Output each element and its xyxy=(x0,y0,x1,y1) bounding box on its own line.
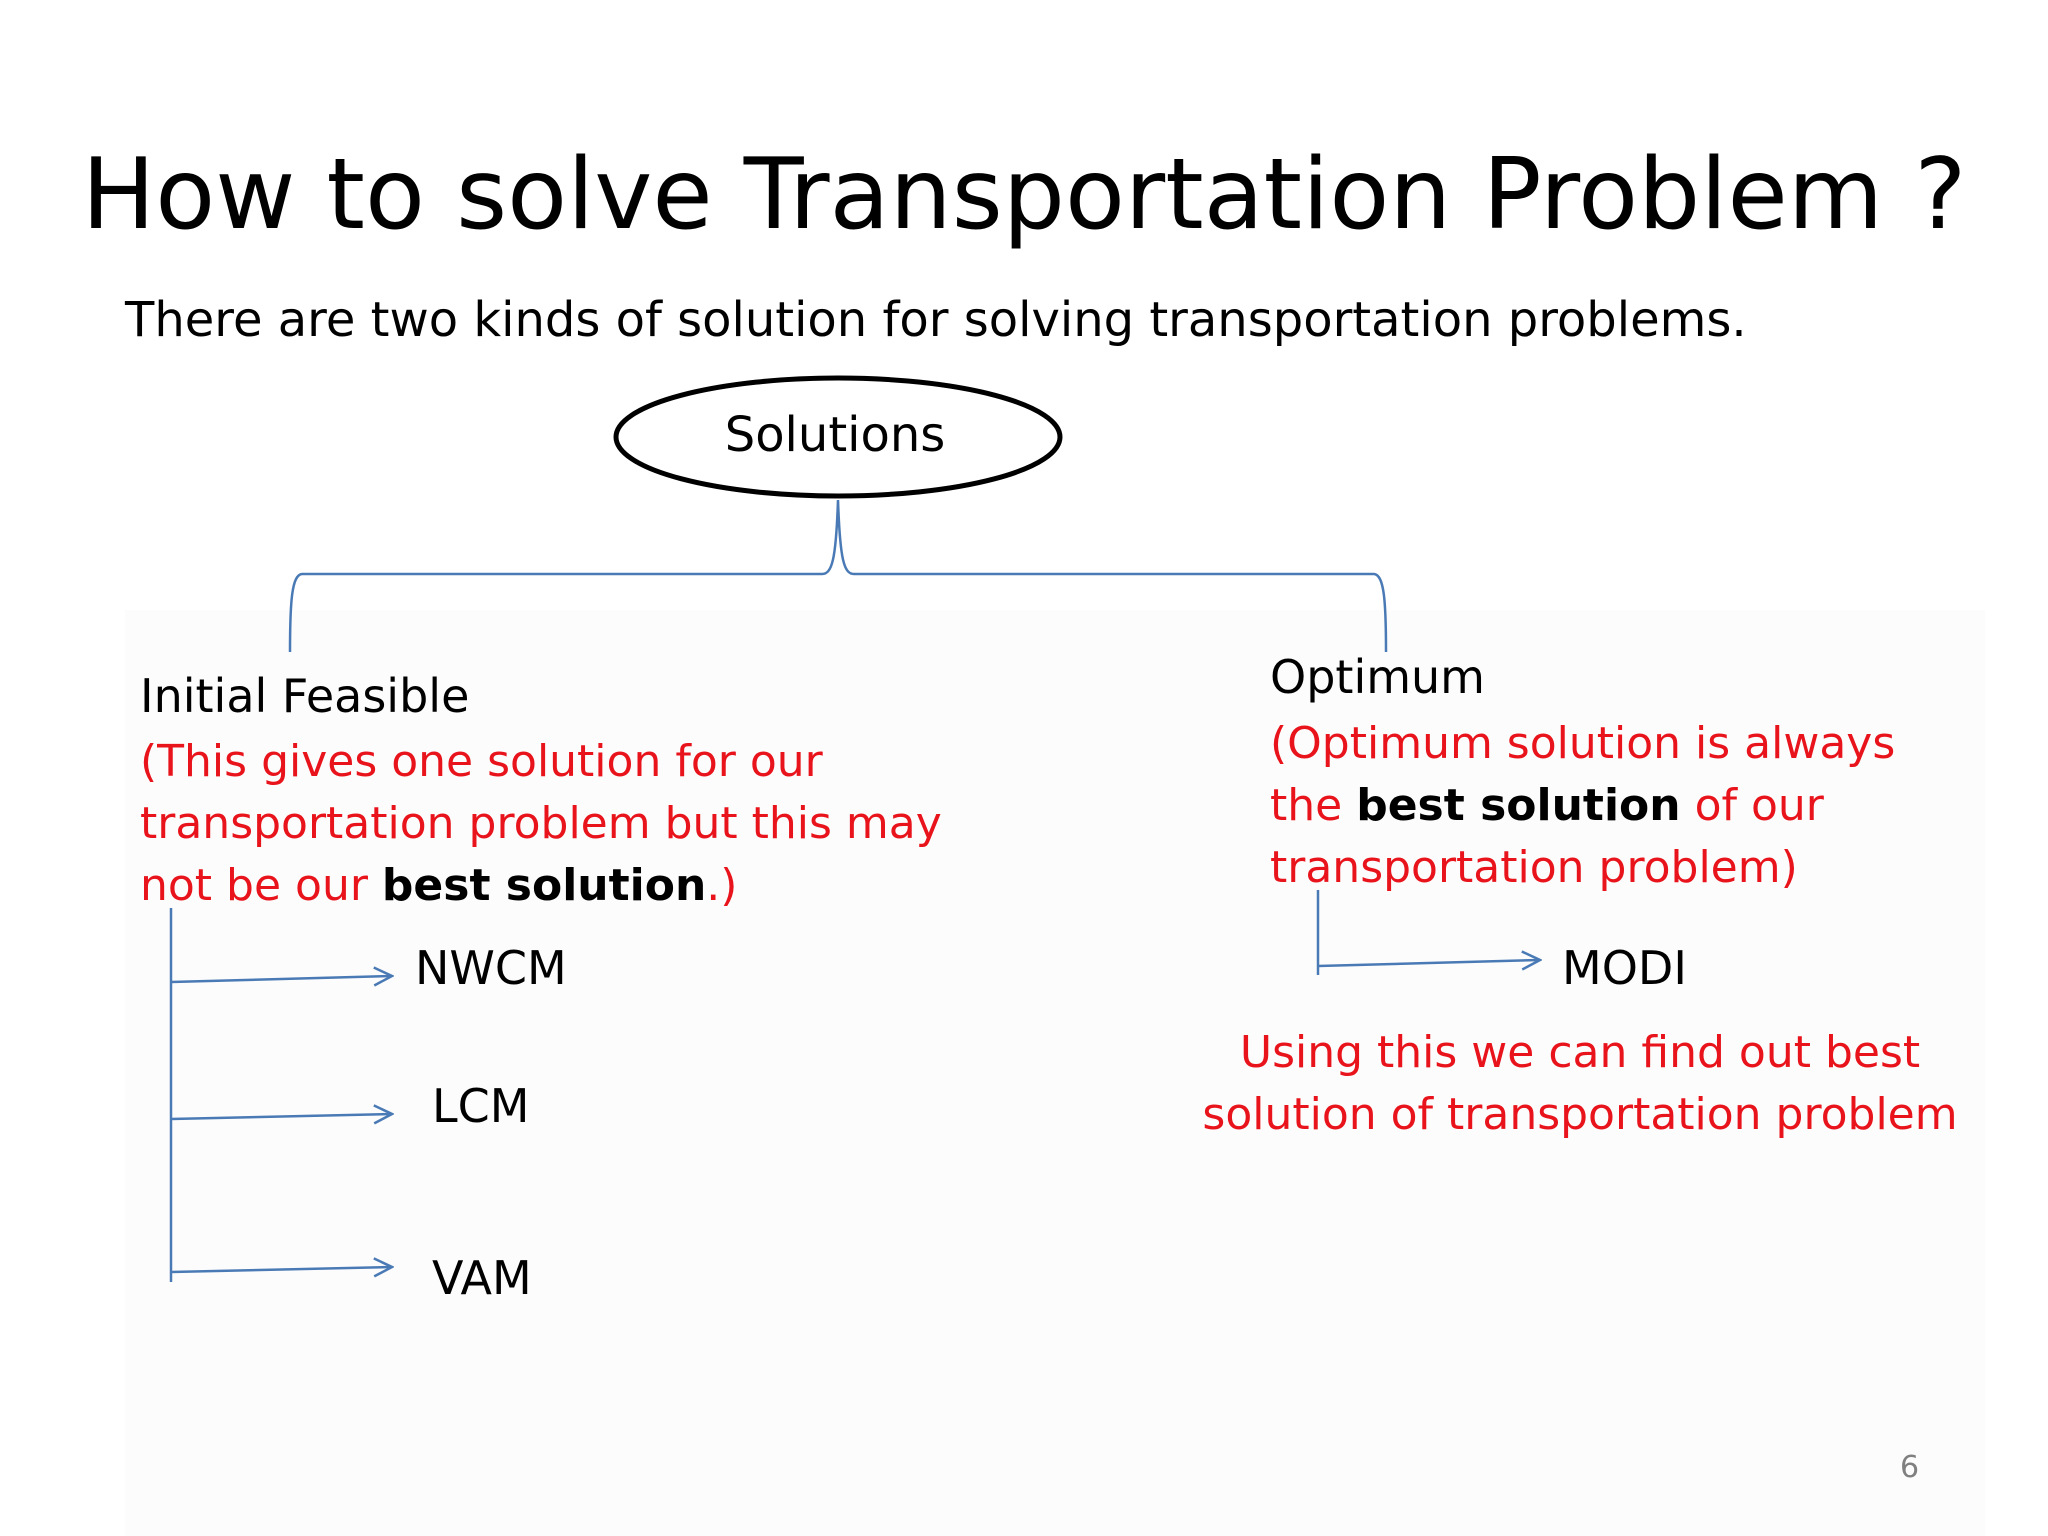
branch-brace xyxy=(290,500,1386,652)
note-text: not be our xyxy=(140,860,382,911)
arrow-right-icon xyxy=(1318,960,1540,966)
slide-subtitle: There are two kinds of solution for solving transportation problems. xyxy=(125,292,1747,348)
note-text: .) xyxy=(706,860,738,911)
arrow-right-icon xyxy=(171,1114,392,1119)
optimum-note-line2 xyxy=(1270,775,1895,837)
arrow-right-icon xyxy=(171,976,392,982)
optimum-note-line1: (Optimum solution is always xyxy=(1270,718,1896,769)
root-node-label: Solutions xyxy=(724,407,946,463)
initial-feasible-note-line3 xyxy=(140,855,942,917)
note-text: the xyxy=(1270,780,1357,831)
arrow-right-icon xyxy=(171,1267,392,1272)
page-number: 6 xyxy=(1900,1450,1920,1485)
method-modi: MODI xyxy=(1562,941,1687,995)
initial-feasible-note-line2: transportation problem but this may xyxy=(140,798,942,849)
initial-feasible-label: Initial Feasible xyxy=(140,669,470,723)
method-lcm: LCM xyxy=(432,1079,530,1133)
optimum-label: Optimum xyxy=(1270,650,1485,704)
modi-note-line1: Using this we can find out best xyxy=(1239,1027,1921,1078)
modi-note-line2: solution of transportation problem xyxy=(1202,1089,1958,1140)
method-nwcm: NWCM xyxy=(415,941,567,995)
slide-title: How to solve Transportation Problem ? xyxy=(81,138,1967,252)
initial-feasible-note xyxy=(140,731,942,917)
method-vam: VAM xyxy=(432,1251,532,1305)
note-emphasis: best solution xyxy=(381,860,707,911)
modi-note xyxy=(1190,1022,1970,1146)
optimum-note xyxy=(1270,713,1895,899)
note-text: of our xyxy=(1680,780,1824,831)
initial-feasible-note-line1: (This gives one solution for our xyxy=(140,736,823,787)
note-emphasis: best solution xyxy=(1356,780,1681,831)
optimum-note-line3: transportation problem) xyxy=(1270,842,1798,893)
